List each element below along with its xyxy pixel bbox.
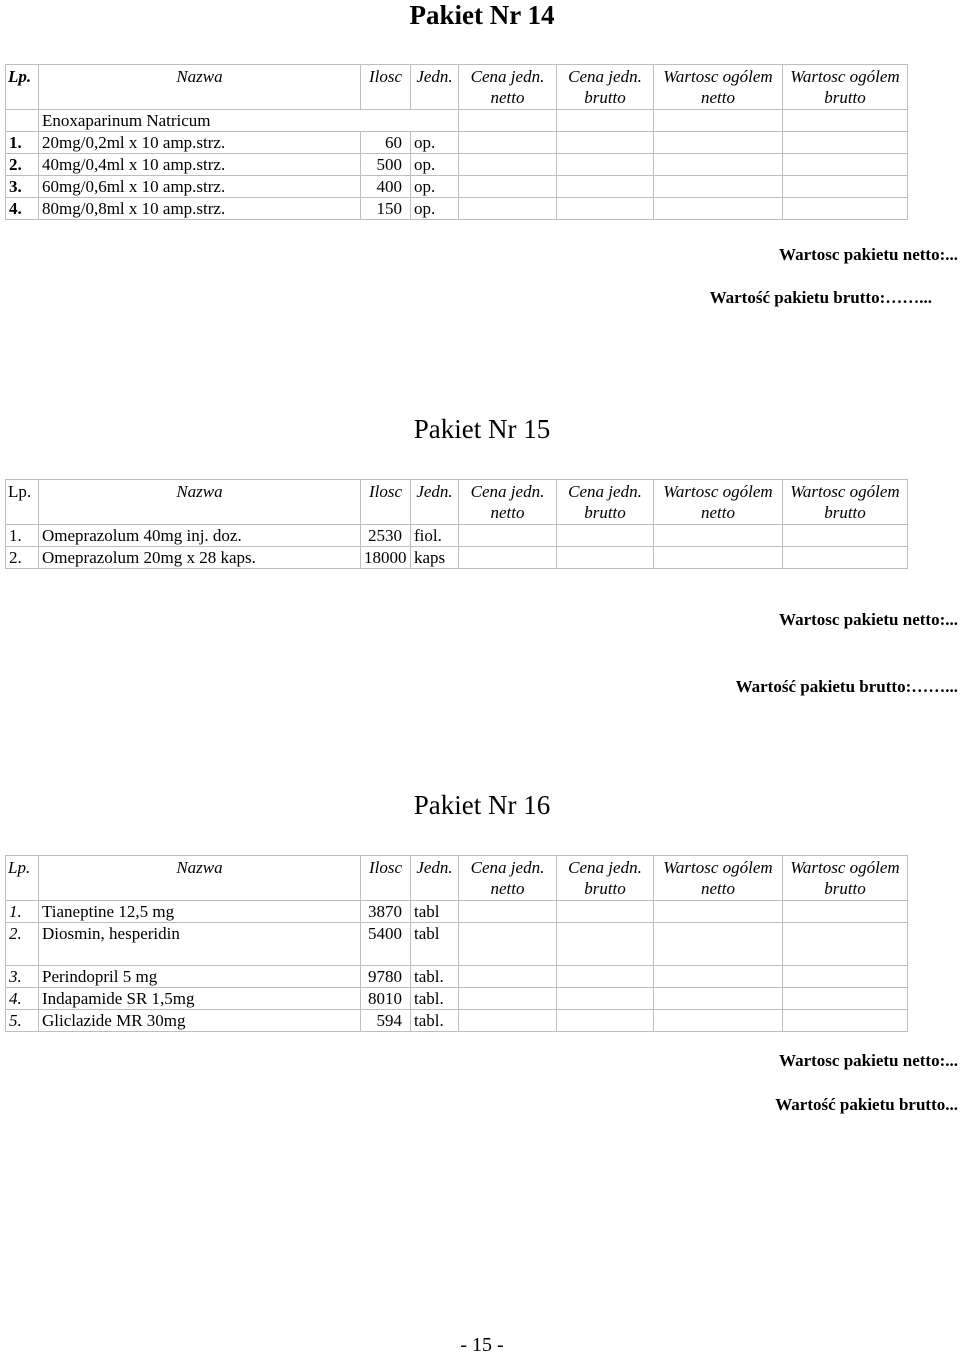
row-wartosc-netto[interactable]: [654, 966, 783, 988]
row-lp: 2.: [6, 923, 39, 966]
row-lp: 4.: [6, 198, 39, 220]
row-lp: 3.: [6, 176, 39, 198]
col-wartosc-brutto-header: Wartosc ogólem brutto: [783, 856, 908, 901]
row-cena-brutto[interactable]: [557, 176, 654, 198]
pakiet-15-table: [5, 479, 908, 569]
row-nazwa: Gliclazide MR 30mg: [39, 1010, 361, 1032]
row-nazwa: Omeprazolum 20mg x 28 kaps.: [39, 547, 361, 569]
row-cena-netto[interactable]: [459, 132, 557, 154]
row-wartosc-brutto[interactable]: [783, 132, 908, 154]
col-ilosc-header: Ilosc: [361, 65, 411, 110]
row-jedn: kaps: [411, 547, 459, 569]
row-wartosc-brutto[interactable]: [783, 547, 908, 569]
row-nazwa: 60mg/0,6ml x 10 amp.strz.: [39, 176, 361, 198]
row-wartosc-brutto[interactable]: [783, 176, 908, 198]
row-cena-brutto[interactable]: [557, 547, 654, 569]
col-nazwa-header: Nazwa: [39, 856, 361, 901]
row-jedn: op.: [411, 176, 459, 198]
row-jedn: tabl.: [411, 966, 459, 988]
pakiet-16-title: Pakiet Nr 16: [413, 790, 551, 820]
row-cena-netto[interactable]: [459, 923, 557, 966]
row-jedn: tabl: [411, 923, 459, 966]
row-wartosc-netto[interactable]: [654, 1010, 783, 1032]
row-wartosc-netto[interactable]: [654, 198, 783, 220]
pakiet-16-table: [5, 855, 908, 1032]
page-number: - 15 -: [460, 1334, 504, 1356]
row-wartosc-brutto[interactable]: [783, 198, 908, 220]
row-wartosc-netto[interactable]: [654, 176, 783, 198]
row-wartosc-netto[interactable]: [654, 923, 783, 966]
row-cena-netto[interactable]: [459, 154, 557, 176]
row-cena-brutto[interactable]: [557, 525, 654, 547]
row-ilosc: 5400: [361, 923, 411, 966]
table-row: [6, 525, 908, 547]
table-row: [6, 966, 908, 988]
row-ilosc: 400: [361, 176, 411, 198]
row-wartosc-brutto[interactable]: [783, 154, 908, 176]
row-wartosc-netto[interactable]: [654, 132, 783, 154]
row-wartosc-netto[interactable]: [654, 988, 783, 1010]
table-row: [6, 176, 908, 198]
pakiet-14-title: Pakiet Nr 14: [409, 0, 555, 30]
pakiet-16-sum-netto: Wartosc pakietu netto:...: [779, 1051, 958, 1070]
row-cena-netto[interactable]: [459, 1010, 557, 1032]
row-lp: 2.: [6, 154, 39, 176]
col-nazwa-header: Nazwa: [39, 480, 361, 525]
row-wartosc-brutto[interactable]: [783, 988, 908, 1010]
row-jedn: tabl.: [411, 1010, 459, 1032]
row-cena-brutto[interactable]: [557, 154, 654, 176]
row-ilosc: 3870: [361, 901, 411, 923]
col-wartosc-netto-header: Wartosc ogólem netto: [654, 480, 783, 525]
row-cena-netto[interactable]: [459, 966, 557, 988]
table-row: [6, 132, 908, 154]
row-cena-netto[interactable]: [459, 525, 557, 547]
row-jedn: op.: [411, 154, 459, 176]
col-lp-header: Lp.: [6, 480, 39, 525]
pakiet-14-sum-netto: Wartosc pakietu netto:...: [779, 245, 958, 264]
col-cena-netto-header: Cena jedn. netto: [459, 65, 557, 110]
row-ilosc: 594: [361, 1010, 411, 1032]
row-nazwa: 20mg/0,2ml x 10 amp.strz.: [39, 132, 361, 154]
table-row: [6, 110, 908, 132]
table-header-row: [6, 856, 908, 901]
pakiet-15-sum-netto: Wartosc pakietu netto:...: [779, 610, 958, 629]
row-nazwa: 40mg/0,4ml x 10 amp.strz.: [39, 154, 361, 176]
row-lp: 4.: [6, 988, 39, 1010]
table-row: [6, 923, 908, 966]
row-cena-brutto[interactable]: [557, 923, 654, 966]
row-wartosc-netto[interactable]: [654, 154, 783, 176]
row-lp: 2.: [6, 547, 39, 569]
row-cena-netto[interactable]: [459, 176, 557, 198]
row-cena-netto[interactable]: [459, 901, 557, 923]
col-cena-netto-header: Cena jedn. netto: [459, 856, 557, 901]
table-row: [6, 198, 908, 220]
col-cena-brutto-header: Cena jedn. brutto: [557, 856, 654, 901]
col-cena-brutto-header: Cena jedn. brutto: [557, 65, 654, 110]
row-jedn: op.: [411, 132, 459, 154]
row-nazwa: Omeprazolum 40mg inj. doz.: [39, 525, 361, 547]
row-jedn: tabl.: [411, 988, 459, 1010]
row-cena-brutto[interactable]: [557, 988, 654, 1010]
row-ilosc: 150: [361, 198, 411, 220]
row-cena-brutto[interactable]: [557, 132, 654, 154]
row-jedn: tabl: [411, 901, 459, 923]
row-cena-netto[interactable]: [459, 547, 557, 569]
row-wartosc-brutto[interactable]: [783, 525, 908, 547]
row-lp: 5.: [6, 1010, 39, 1032]
row-wartosc-netto[interactable]: [654, 525, 783, 547]
col-wartosc-netto-header: Wartosc ogólem netto: [654, 856, 783, 901]
table-row: [6, 154, 908, 176]
row-lp: 3.: [6, 966, 39, 988]
row-lp: 1.: [6, 901, 39, 923]
col-wartosc-brutto-header: Wartosc ogólem brutto: [783, 480, 908, 525]
row-cena-brutto[interactable]: [557, 1010, 654, 1032]
pakiet-15-title: Pakiet Nr 15: [413, 414, 551, 444]
table-row: [6, 547, 908, 569]
row-wartosc-brutto[interactable]: [783, 901, 908, 923]
row-cena-brutto[interactable]: [557, 198, 654, 220]
col-wartosc-netto-header: Wartosc ogólem netto: [654, 65, 783, 110]
row-cena-brutto[interactable]: [557, 966, 654, 988]
col-lp-header: Lp.: [6, 65, 39, 110]
row-lp: 1.: [6, 132, 39, 154]
pakiet-16-sum-brutto: Wartość pakietu brutto...: [775, 1095, 958, 1114]
row-jedn: fiol.: [411, 525, 459, 547]
col-ilosc-header: Ilosc: [361, 856, 411, 901]
col-wartosc-brutto-header: Wartosc ogólem brutto: [783, 65, 908, 110]
table-header-row: [6, 480, 908, 525]
row-cena-netto[interactable]: [459, 988, 557, 1010]
row-wartosc-brutto[interactable]: [783, 966, 908, 988]
col-lp-header: Lp.: [6, 856, 39, 901]
row-wartosc-brutto[interactable]: [783, 923, 908, 966]
col-ilosc-header: Ilosc: [361, 480, 411, 525]
col-cena-brutto-header: Cena jedn. brutto: [557, 480, 654, 525]
col-jedn-header: Jedn.: [411, 65, 459, 110]
row-ilosc: 500: [361, 154, 411, 176]
row-ilosc: 18000: [361, 547, 411, 569]
col-jedn-header: Jedn.: [411, 480, 459, 525]
row-nazwa: Tianeptine 12,5 mg: [39, 901, 361, 923]
table-header-row: [6, 65, 908, 110]
row-nazwa: Perindopril 5 mg: [39, 966, 361, 988]
pakiet-14-table: [5, 64, 908, 220]
row-nazwa: 80mg/0,8ml x 10 amp.strz.: [39, 198, 361, 220]
row-wartosc-brutto[interactable]: [783, 1010, 908, 1032]
row-cena-brutto[interactable]: [557, 901, 654, 923]
row-ilosc: 8010: [361, 988, 411, 1010]
col-cena-netto-header: Cena jedn. netto: [459, 480, 557, 525]
table-row: [6, 1010, 908, 1032]
row-cena-netto[interactable]: [459, 198, 557, 220]
col-jedn-header: Jedn.: [411, 856, 459, 901]
row-wartosc-netto[interactable]: [654, 547, 783, 569]
row-lp: 1.: [6, 525, 39, 547]
row-jedn: op.: [411, 198, 459, 220]
row-ilosc: 2530: [361, 525, 411, 547]
pakiet-14-sum-brutto: Wartość pakietu brutto:……...: [709, 288, 932, 307]
group-label: Enoxaparinum Natricum: [39, 110, 459, 132]
col-nazwa-header: Nazwa: [39, 65, 361, 110]
row-wartosc-netto[interactable]: [654, 901, 783, 923]
table-row: [6, 901, 908, 923]
row-ilosc: 60: [361, 132, 411, 154]
pakiet-15-sum-brutto: Wartość pakietu brutto:……...: [735, 677, 958, 696]
table-row: [6, 988, 908, 1010]
row-nazwa: Indapamide SR 1,5mg: [39, 988, 361, 1010]
row-nazwa: Diosmin, hesperidin: [39, 923, 361, 966]
row-ilosc: 9780: [361, 966, 411, 988]
